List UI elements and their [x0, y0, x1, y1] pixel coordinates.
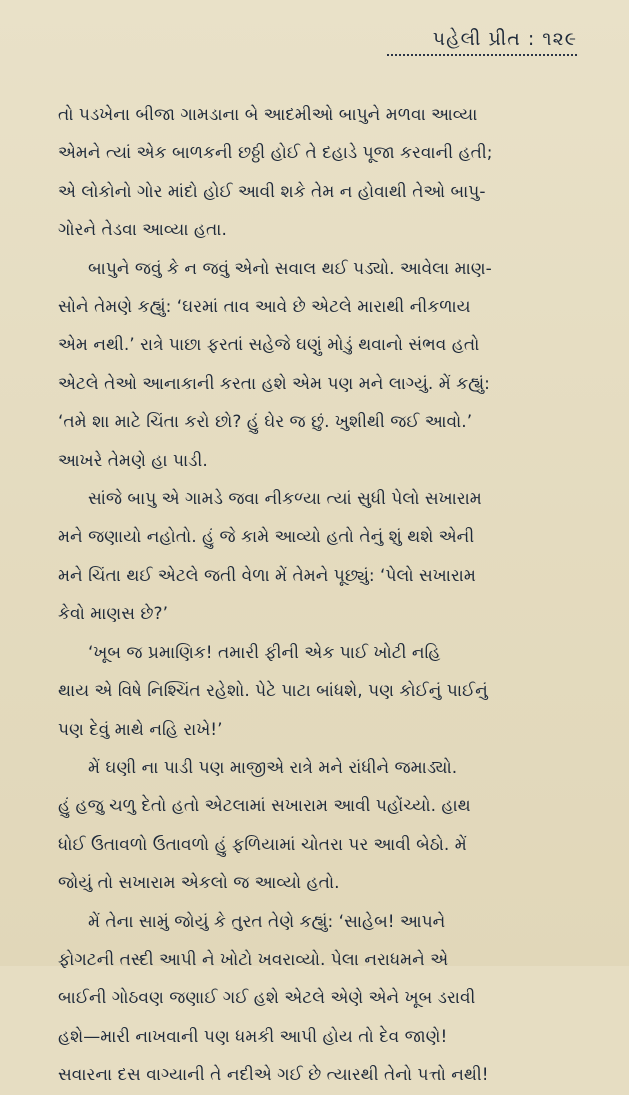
- text-line: પણ દેવું માથે નહિ રાખે!’: [58, 719, 223, 740]
- text-line: થાય એ વિષે નિશ્ચિંત રહેશો. પેટે પાટા બાંધશે, પણ કોઈનું પાઈનું: [58, 681, 488, 702]
- text-line: જોયું તો સખારામ એકલો જ આવ્યો હતો.: [58, 873, 340, 894]
- paragraph-3: [58, 480, 586, 634]
- text-line: આખરે તેમણે હા પાડી.: [58, 450, 208, 471]
- text-line: મને ચિંતા થઈ એટલે જતી વેળા મેં તેમને પૂછ્યું: ‘પેલો સખારામ: [58, 565, 476, 586]
- paragraph-5: [58, 749, 586, 903]
- text-line: સવારના દસ વાગ્યાની તે નદીએ ગઈ છે ત્યારથી તેનો પત્તો નથી!: [58, 1065, 489, 1086]
- paragraph-4: [58, 634, 586, 749]
- paragraph-2: [58, 250, 586, 480]
- text-line: એમને ત્યાં એક બાળકની છઠ્ઠી હોઈ તે દહાડે પૂજા કરવાની હતી;: [58, 143, 493, 164]
- text-line: મેં તેના સામું જોયું કે તુરત તેણે કહ્યું: ‘સાહેબ! આપને: [88, 911, 446, 932]
- paragraph-1: [58, 96, 586, 250]
- text-line: કેવો માણસ છે?’: [58, 604, 168, 625]
- text-line: તો પડખેના બીજા ગામડાના બે આદમીઓ બાપુને મળવા આવ્યા: [58, 105, 478, 125]
- text-line: ગોરને તેડવા આવ્યા હતા.: [58, 220, 227, 241]
- text-line: હશે—મારી નાખવાની પણ ધમકી આપી હોય તો દેવ જાણે!: [58, 1026, 448, 1047]
- text-line: સાંજે બાપુ એ ગામડે જવા નીકળ્યા ત્યાં સુધી પેલો સખારામ: [88, 489, 482, 510]
- paragraph-6: [58, 903, 586, 1095]
- text-line: એ લોકોનો ગોર માંદો હોઈ આવી શકે તેમ ન હોવાથી તેઓ બાપુ-: [58, 181, 486, 202]
- text-line: હું હજુ ચળુ દેતો હતો એટલામાં સખારામ આવી પહોંચ્યો. હાથ: [58, 796, 471, 817]
- running-header: [387, 28, 577, 56]
- text-line: બાપુને જવું કે ન જવું એનો સવાલ થઈ પડ્યો. આવેલા માણ-: [88, 258, 492, 279]
- text-line: ધોઈ ઉતાવળો ઉતાવળો હું ફળિયામાં ચોતરા પર આવી બેઠો. મેં: [58, 834, 467, 855]
- text-line: ‘ખૂબ જ પ્રમાણિક! તમારી ફીની એક પાઈ ખોટી નહિ: [88, 642, 441, 663]
- text-line: એટલે તેઓ આનાકાની કરતા હશે એમ પણ મને લાગ્યું. મેં કહ્યું:: [58, 373, 490, 394]
- text-line: ‘તમે શા માટે ચિંતા કરો છો? હું ઘેર જ છું. ખુશીથી જઈ આવો.’: [58, 412, 473, 433]
- running-title: પહેલી પ્રીત : ૧૨૯: [432, 28, 577, 50]
- text-line: ફોગટની તસ્દી આપી ને ખોટો ખવરાવ્યો. પેલા નરાધમને એ: [58, 949, 449, 970]
- header-dotted-rule: [387, 54, 577, 56]
- text-line: એમ નથી.’ રાત્રે પાછા ફરતાં સહેજે ઘણું મોડું થવાનો સંભવ હતો: [58, 335, 480, 356]
- text-line: સોને તેમણે કહ્યું: ‘ઘરમાં તાવ આવે છે એટલે મારાથી નીકળાય: [58, 297, 471, 318]
- text-line: મેં ઘણી ના પાડી પણ માજીએ રાત્રે મને રાંધીને જમાડ્યો.: [88, 757, 458, 778]
- body-text: [58, 96, 586, 1095]
- text-line: બાઈની ગોઠવણ જણાઈ ગઈ હશે એટલે એણે એને ખૂબ ડરાવી: [58, 988, 476, 1009]
- text-line: મને જણાયો નહોતો. હું જે કામે આવ્યો હતો તેનું શું થશે એની: [58, 527, 475, 548]
